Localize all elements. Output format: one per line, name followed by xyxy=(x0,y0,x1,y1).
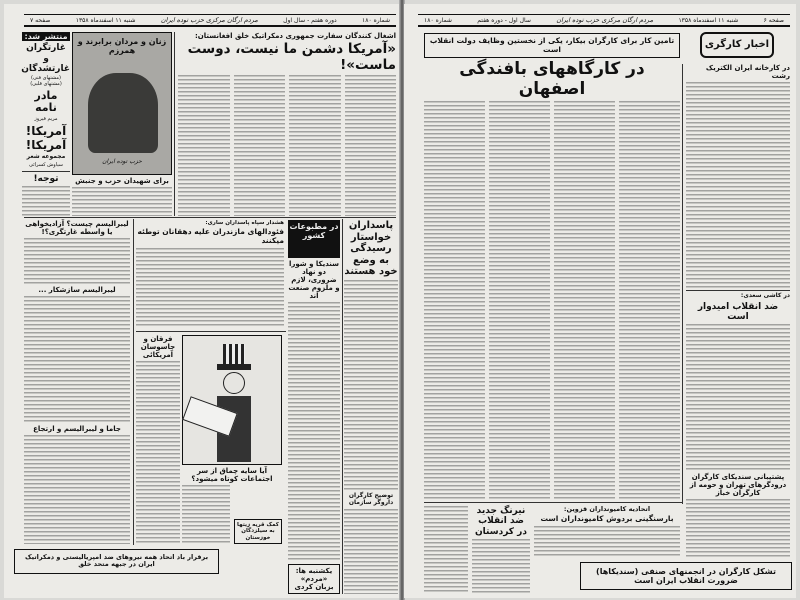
column-rule xyxy=(342,219,343,594)
sidebar xyxy=(22,32,70,216)
press-review-box: در مطبوعات کشور xyxy=(288,220,340,258)
headline: توضیح کارگران داروگر سازمان xyxy=(348,492,394,507)
headline: لیبرالیسم سازشکار ... xyxy=(38,285,116,294)
article-body-text xyxy=(136,248,284,328)
masthead: مردم ارگان مرکزی حزب توده ایران xyxy=(556,16,654,24)
article-body-text xyxy=(234,75,286,216)
article-body-text xyxy=(72,187,172,216)
kurdish-edition-box: یکشنبه ها: «مردم» بزبان کردی xyxy=(288,564,340,594)
boxed-subheading: تامین کار برای کارگران بیکار، یکی از نخستین وظایف دولت انقلاب است xyxy=(424,33,680,58)
right-page-header xyxy=(418,14,790,27)
book-author: مریم فیروز xyxy=(34,116,58,122)
cartoon-column xyxy=(182,335,282,544)
article-body-text xyxy=(136,361,180,544)
column-rule xyxy=(174,32,175,216)
kurdistan-article xyxy=(472,506,530,594)
sari-article xyxy=(136,220,284,328)
article-body-text xyxy=(686,82,790,288)
article-body-text xyxy=(178,75,230,216)
book-title: آمریکا! آمریکا! xyxy=(25,123,67,152)
column-rule xyxy=(682,64,683,504)
headline: در کارخانه ایران الکتریک رشت xyxy=(705,64,790,81)
divider xyxy=(686,290,790,291)
main-article xyxy=(424,33,680,499)
liberalism-column xyxy=(24,220,130,544)
article-body-text xyxy=(534,526,680,558)
article-body-text xyxy=(288,302,340,562)
flood-aid-box: کمک قریه زیتها به سیلزدگان خوزستان xyxy=(234,519,282,544)
headline: بارسنگینی بردوش کامیونداران است xyxy=(540,514,674,524)
poster-image xyxy=(72,32,172,175)
headline: پشتیبانی سندیکای کارگران درودگرهای تهران و حومه از کارگران خباز xyxy=(689,473,787,498)
divider xyxy=(22,171,70,172)
left-page xyxy=(4,4,400,598)
article-body-text xyxy=(24,435,130,544)
qazvin-article xyxy=(534,506,680,558)
book-subtitle: (مشتهای فنی) (مشتهای قلبی) xyxy=(30,75,62,87)
headline: فئودالهای مازندران علیه دهقانان توطئه میکنند xyxy=(137,227,284,245)
article-body-text xyxy=(344,509,398,594)
headline: پاسداران خواستار رسیدگی به وضع خود هستند xyxy=(344,220,398,277)
left-page-header xyxy=(24,14,396,27)
issue-number: شماره ۱۸۰ xyxy=(424,16,452,24)
labor-news-column xyxy=(686,64,790,558)
article-kicker: اتحادیه کامیونداران قزوین: xyxy=(563,505,651,513)
article-kicker: هشدار سپاه پاسداران ساری: xyxy=(205,220,284,226)
date: شنبه ۱۱ اسفندماه ۱۳۵۸ xyxy=(75,16,136,24)
article-body-text xyxy=(24,296,130,423)
article-kicker: در کاشی سعدی: xyxy=(740,291,790,299)
lead-kicker: اشغال کنندگان سفارت جمهوری دمکراتیک خلق افغانستان: xyxy=(194,32,396,40)
article-body-text xyxy=(182,485,230,544)
forqan-article xyxy=(136,335,180,544)
headline: آیا سایه چماق از سر اجتماعات کوتاه میشود؟ xyxy=(191,467,273,484)
column-rule xyxy=(133,219,134,545)
article-body-text xyxy=(489,101,550,499)
section-logo: اخبار کارگری xyxy=(700,32,774,58)
book-author: سیاوش کسرائی xyxy=(29,162,63,169)
book-subtitle: مجموعه شعر xyxy=(26,153,66,161)
article-body-text xyxy=(686,499,790,558)
bottom-boxed-headline: تشکل کارگران در انجمنهای صنفی (سندیکاها) ضرورت انقلاب ایران است xyxy=(580,562,792,590)
article-body-text xyxy=(686,324,790,471)
bottom-text-column xyxy=(424,506,468,594)
volume: سال اول - دوره هفتم xyxy=(477,16,531,24)
article-body-text xyxy=(22,186,70,216)
poster-slogan: زنان و مردان برابرند و همرزم xyxy=(77,37,167,56)
masthead: مردم ارگان مرکزی حزب توده ایران xyxy=(160,16,258,24)
guards-column xyxy=(344,220,398,594)
column-rule xyxy=(136,331,286,332)
published-label: منتشر شد: xyxy=(22,32,70,41)
issue-number: شماره ۱۸۰ xyxy=(362,16,390,24)
article-body-text xyxy=(345,75,397,216)
article-body-text xyxy=(344,280,398,492)
notice-title: توجه! xyxy=(33,173,59,184)
column-rule xyxy=(24,217,396,218)
headline: سندیکا و شورا دو نهاد ضروری، لازم و ملزوم صنعت اند xyxy=(288,260,340,301)
main-headline: در کارگاههای بافندگی اصفهان xyxy=(459,59,645,99)
headline: ضد انقلاب امیدوار است xyxy=(697,301,779,322)
article-body-text xyxy=(424,101,485,499)
page-number: صفحه ۶ xyxy=(763,16,784,24)
article-body-text xyxy=(24,238,130,283)
poster-signature: حزب توده ایران xyxy=(102,158,142,165)
column-rule xyxy=(424,502,682,503)
lead-headline: «آمریکا دشمن ما نیست، دوست ماست»! xyxy=(187,41,396,73)
headline: فرقان و جاسوسان آمریکائی xyxy=(140,335,176,360)
headline: لیبرالیسم چیست؟ آزادیخواهی یا واسطه غارتگری؟! xyxy=(25,220,129,237)
book-title: مادر نامه xyxy=(34,88,58,115)
poster-column xyxy=(72,32,172,216)
article-body-text xyxy=(472,539,530,594)
article-body-text xyxy=(289,75,341,216)
lead-article xyxy=(178,32,396,216)
date: شنبه ۱۱ اسفندماه ۱۳۵۸ xyxy=(678,16,739,24)
article-body-text xyxy=(554,101,615,499)
book-title: غارتگران و غارتشدگان xyxy=(21,43,70,74)
article-body-text xyxy=(424,506,468,594)
volume: دوره هفتم - سال اول xyxy=(283,16,337,24)
uncle-sam-cartoon xyxy=(182,335,282,465)
headline: جاما و لیبرالیسم و ارتجاع xyxy=(33,424,121,433)
front-banner: برقرار باد اتحاد همه نیروهای ضد امپریالیستی و دمکراتیک ایران در جبهه متحد خلق xyxy=(14,549,219,574)
headline: نیرنگ جدید ضد انقلاب در کردستان xyxy=(475,506,527,537)
press-column xyxy=(288,220,340,594)
page-number: صفحه ۷ xyxy=(30,16,51,24)
headline: برای شهیدان حزب و جنبش xyxy=(75,177,169,185)
right-page xyxy=(404,4,796,598)
article-body-text xyxy=(619,101,680,499)
